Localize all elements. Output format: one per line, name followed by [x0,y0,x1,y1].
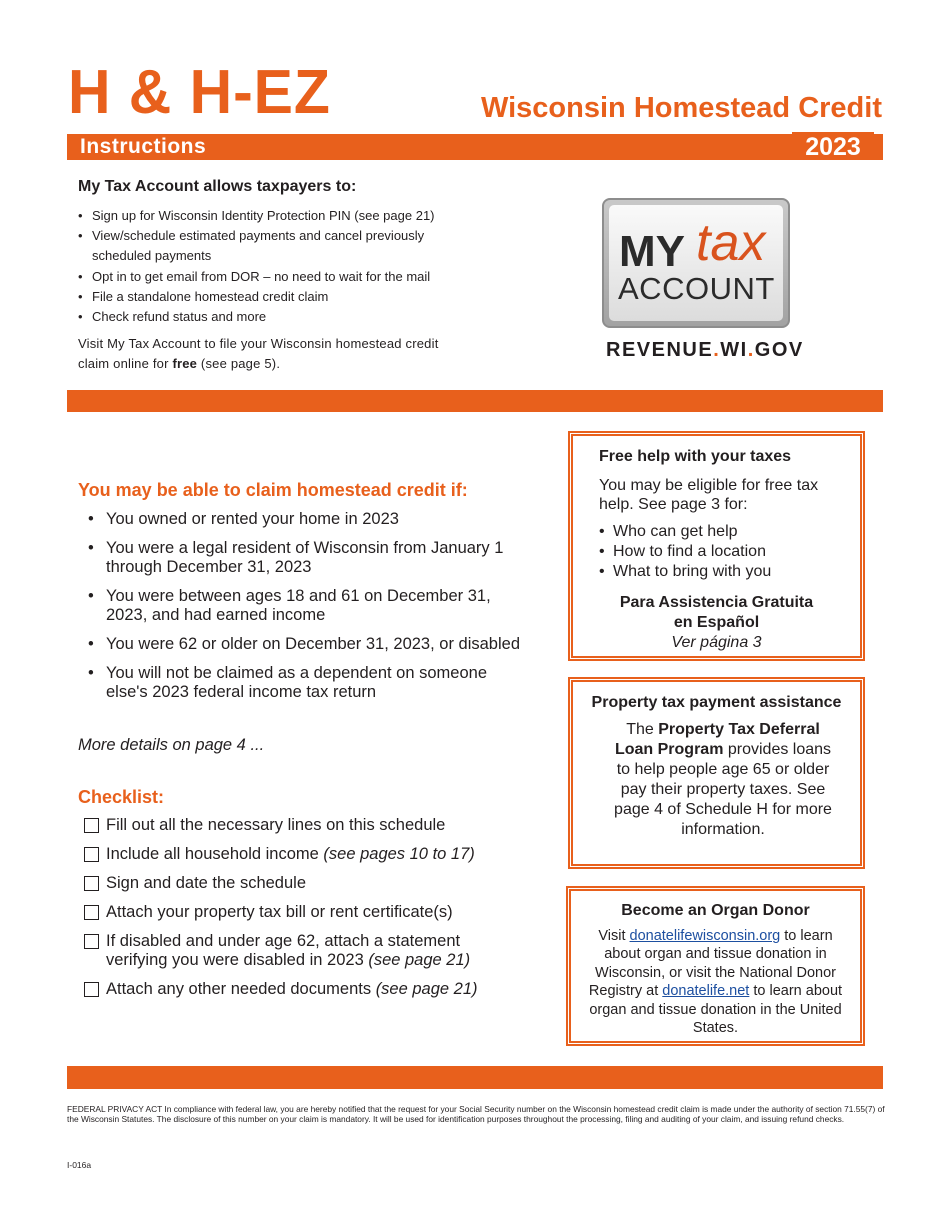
donor-text-1: Visit [598,928,630,944]
instructions-label: Instructions [80,135,207,158]
visit-free-bold: free [172,356,198,371]
organ-donor-text [581,927,850,1037]
my-tax-account-logo[interactable] [602,198,790,328]
property-tax-text [613,720,833,840]
form-title: H & H-EZ [68,58,331,127]
list-item: • You were between ages 18 and 61 on December 31, 2023, and had earned income [86,587,526,625]
spanish-page-ref: Ver página 3 [671,634,762,651]
checklist-item-text: If disabled and under age 62, attach a statement verifying you were disabled in 2023 [106,932,461,969]
checklist-item[interactable] [84,845,524,864]
my-tax-account-visit-text [78,334,458,374]
more-details: More details on page 4 ... [78,736,265,754]
organ-donor-box [566,886,865,1046]
footer-band [67,1066,883,1089]
list-item: • How to find a location [599,542,771,562]
donatelifewisconsin-link[interactable]: donatelifewisconsin.org [629,928,781,944]
checklist-item-text: Sign and date the schedule [106,874,306,892]
checklist-item[interactable] [84,980,524,999]
list-item: • Who can get help [599,522,771,542]
url-revenue: REVENUE [606,339,714,361]
credit-title: Wisconsin Homestead Credit [481,92,882,124]
program-name: Property Tax Deferral Loan Program [614,721,820,758]
free-help-list [599,522,771,582]
organ-donor-title: Become an Organ Donor [621,902,810,919]
my-tax-account-list [78,206,478,327]
donor-text-2: to learn about organ and tissue donation in Wisconsin, or visit the National Donor Registry at [588,928,836,1000]
list-item: • You will not be claimed as a dependent on someone else's 2023 federal income tax return [86,664,526,702]
checklist-heading: Checklist: [78,787,165,807]
logo-face [609,205,783,321]
visit-text-end: (see page 5). [197,356,281,371]
checklist-item-note: (see page 21) [368,951,471,969]
year-badge: 2023 [792,132,874,160]
checklist-item-text: Fill out all the necessary lines on this schedule [106,816,446,834]
logo-my-text: MY [619,227,685,276]
divider-band [67,390,883,412]
logo-tax-text: tax [696,214,766,272]
list-item: • Opt in to get email from DOR – no need to wait for the mail [78,267,478,287]
free-help-text: You may be eligible for free tax help. See page 3 for: [599,477,819,513]
list-item: • Sign up for Wisconsin Identity Protection PIN (see page 21) [78,206,478,226]
property-tax-text-start: The [626,721,659,738]
donatelife-link[interactable]: donatelife.net [662,983,750,1000]
logo-account-text: ACCOUNT [618,271,775,306]
url-wi: WI [720,339,748,361]
eligibility-heading: You may be able to claim homestead credit if: [78,480,468,500]
list-item: • View/schedule estimated payments and cancel previously scheduled payments [78,226,478,266]
free-help-title: Free help with your taxes [599,448,792,465]
checklist [84,816,524,1009]
checklist-item[interactable] [84,874,524,893]
form-code: I-016a [67,1160,92,1170]
url-gov: GOV [754,339,804,361]
list-item: • What to bring with you [599,562,771,582]
checklist-item-text: Include all household income [106,845,324,863]
donor-text-3: to learn about organ and tissue donation in the United States. [589,983,843,1037]
list-item: • You were 62 or older on December 31, 2023, or disabled [86,635,526,654]
privacy-act-notice: FEDERAL PRIVACY ACT In compliance with federal law, you are hereby notified that the request for your Social Security number on the Wisconsin homestead credit claim is made under the authority of section 71.55(7) of the Wisconsin Statutes. The disclosure of this number on your claim is mandatory. It will be used for identification purposes throughout the processing, filing and auditing of your claim, and issuing refund checks. [67,1104,885,1125]
eligibility-list [86,510,526,712]
my-tax-account-heading: My Tax Account allows taxpayers to: [78,178,357,195]
checklist-item-note: (see page 21) [375,980,478,998]
list-item: • Check refund status and more [78,307,478,327]
checklist-item-text: Attach any other needed documents [106,980,376,998]
visit-text: Visit My Tax Account to file your Wisconsin homestead credit claim online for [78,336,439,371]
checklist-item[interactable] [84,932,524,970]
property-tax-title: Property tax payment assistance [591,694,842,711]
property-tax-box [568,677,865,869]
url-dot: . [713,339,721,361]
list-item: • File a standalone homestead credit claim [78,287,478,307]
property-tax-text-end: provides loans to help people age 65 or older pay their property taxes. See page 4 of Schedule H for more information. [614,741,832,838]
checklist-item[interactable] [84,903,524,922]
spanish-line-2: en Español [673,614,760,631]
spanish-help-heading [573,593,860,633]
checklist-item[interactable] [84,816,524,835]
spanish-line-1: Para Assistencia Gratuita [619,594,814,611]
free-help-box [568,431,865,661]
list-item: • You owned or rented your home in 2023 [86,510,526,529]
list-item: • You were a legal resident of Wisconsin from January 1 through December 31, 2023 [86,539,526,577]
revenue-url[interactable] [606,339,804,361]
checklist-item-note: (see pages 10 to 17) [323,845,475,863]
url-dot: . [747,339,755,361]
checklist-item-text: Attach your property tax bill or rent certificate(s) [106,903,453,921]
